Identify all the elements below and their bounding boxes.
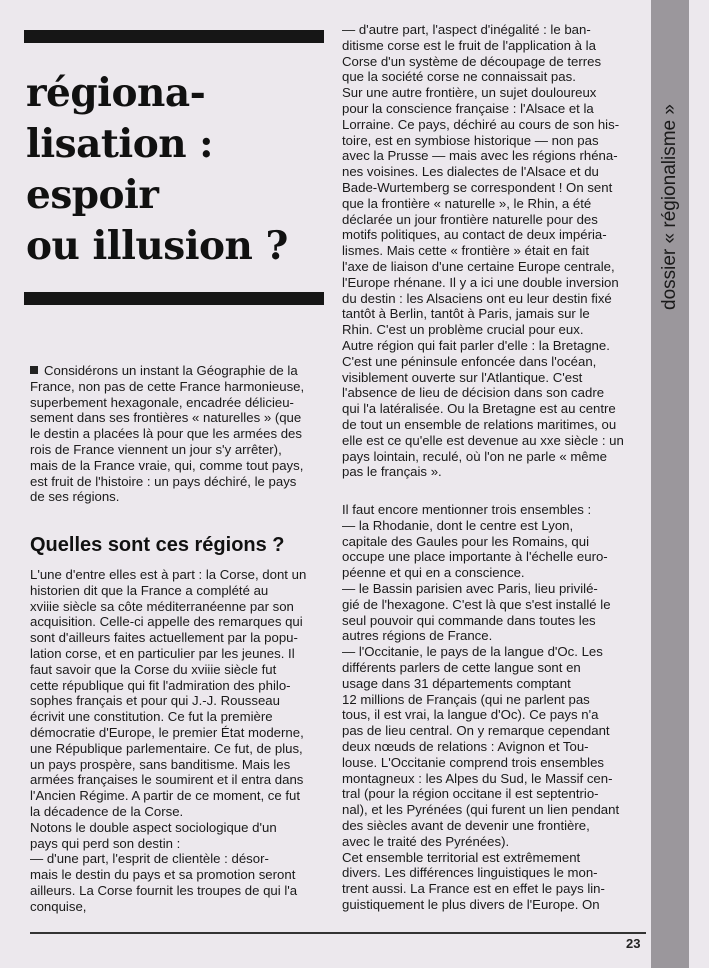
text-line [30, 363, 328, 379]
text-line: l'absence de lieu de décision dans son cadre [342, 385, 605, 401]
right-column-bottom [342, 502, 646, 913]
text-line: qui l'a latéralisée. Ou la Bretagne est au centre [342, 401, 616, 417]
text-line: déclarée un jour frontière naturelle pour des [342, 211, 598, 227]
title-top-rule [24, 30, 324, 43]
text-line: sophes français et pour qui J.-J. Rousseau [30, 693, 280, 709]
text-line: trent aussi. La France est en effet le pays lin- [342, 881, 605, 897]
text-line: le destin a placées là pour que les armées des [30, 426, 302, 442]
text-line: L'une d'entre elles est à part : la Corse, dont un [30, 567, 307, 582]
text-line: nes voisines. Les dialectes de l'Alsace et du [342, 164, 599, 180]
text-line: visiblement ouverte sur l'Atlantique. C'est [342, 369, 583, 385]
text-line: pays qui perd son destin : [30, 835, 181, 851]
text-line-content: Considérons un instant la Géographie de la [44, 363, 298, 378]
text-line: cette république qui fit l'admiration des philo- [30, 677, 291, 693]
text-line: occupe une place importante à l'échelle euro- [342, 549, 608, 565]
text-line: mais de la France vraie, qui, comme tout pays, [30, 457, 304, 473]
text-line: de tout un ensemble de relations maritimes, ou [342, 416, 617, 432]
text-line: tantôt à Berlin, tantôt à Paris, jamais sur le [342, 306, 590, 322]
text-line: tral (pour la région occitane il est septentrio- [342, 786, 599, 802]
lead-paragraph [30, 363, 328, 505]
text-line: C'est une péninsule enfoncée dans l'océan, [342, 353, 597, 369]
title-line: espoir [26, 172, 159, 218]
page-number: 23 [626, 936, 641, 951]
text-line: la décadence de la Corse. [30, 803, 184, 819]
text-line: mais le destin du pays et sa promotion seront [30, 867, 296, 883]
text-line: deux nœuds de relations : Avignon et Tou- [342, 738, 589, 754]
text-line: — d'une part, l'esprit de clientèle : désor- [30, 851, 269, 867]
text-line: que la société corse ne connaissait pas. [342, 69, 576, 85]
text-line: pas de lieu central. On y remarque cependant [342, 723, 610, 739]
text-line: guistiquement le plus divers de l'Europe. On [342, 896, 600, 912]
text-line: l'Ancien Régime. A partir de ce moment, ce fut [30, 788, 301, 804]
text-line: louse. L'Occitanie comprend trois ensembles [342, 754, 604, 770]
text-line: Notons le double aspect sociologique d'un [30, 819, 277, 835]
text-line: usage dans 31 départements comptant [342, 675, 571, 691]
text-line: divers. Les différences linguistiques le mon- [342, 865, 598, 881]
section-heading: Quelles sont ces régions ? [30, 534, 285, 556]
text-line: l'Europe rhénane. Il y a ici une double inversion [342, 274, 619, 290]
text-line: tous, il est vrai, la langue d'Oc). Ce pays n'a [342, 707, 599, 723]
text-line: un pays prospère, sans banditisme. Mais les [30, 756, 291, 772]
text-line: que la frontière « naturelle », le Rhin, a été [342, 195, 592, 211]
text-line: superbement hexagonale, encadrée délicieu- [30, 394, 294, 410]
text-line: — l'Occitanie, le pays de la langue d'Oc. Les [342, 644, 603, 660]
text-line: de ses régions. [30, 489, 120, 505]
text-line: lation corse, et en particulier par les jeunes. Il [30, 645, 295, 661]
text-line: sont d'ailleurs faites actuellement par la popu- [30, 630, 298, 646]
text-line: pour la conscience française : l'Alsace et la [342, 100, 594, 116]
right-column-top [342, 22, 646, 480]
text-line: capitale des Gaules pour les Romains, qui [342, 533, 590, 549]
left-column-body [30, 567, 328, 915]
text-line: autres régions de France. [342, 628, 493, 644]
text-line: des siècles avant de devenir une frontière, [342, 817, 590, 833]
text-line: Rhin. C'est un problème crucial pour eux. [342, 322, 584, 338]
text-line: France, non pas de cette France harmonieuse, [30, 378, 305, 394]
text-line: Il faut encore mentionner trois ensembles : [342, 502, 592, 517]
text-line: lismes. Mais cette « frontière » était en fait [342, 243, 590, 259]
text-line: pas le français ». [342, 464, 442, 480]
title-bottom-rule [24, 292, 324, 305]
text-line: gié de l'hexagone. C'est là que s'est installé le [342, 596, 611, 612]
text-line: avec le traité des Pyrénées). [342, 833, 510, 849]
text-line: péenne et qui en a conscience. [342, 565, 525, 581]
text-line: ditisme corse est le fruit de l'application à la [342, 37, 596, 53]
text-line: ailleurs. La Corse fournit les troupes de qui l'a [30, 882, 298, 898]
text-line: toire, est en symbiose historique — non pas [342, 132, 599, 148]
text-line: est fruit de l'histoire : un pays déchiré, le pays [30, 473, 297, 489]
text-line: Sur une autre frontière, un sujet douloureux [342, 85, 597, 101]
text-line: Cet ensemble territorial est extrêmement [342, 849, 581, 865]
text-line: faut savoir que la Corse du xviiie siècle fut [30, 661, 277, 677]
title-line: ou illusion ? [26, 223, 288, 269]
text-line: écrivit une constitution. Ce fut la première [30, 709, 273, 725]
text-line: démocratie d'Europe, le premier État moderne, [30, 724, 304, 740]
text-line: Autre région qui fait parler d'elle : la Bretagne. [342, 337, 610, 353]
text-line: historien dit que la France a complété au [30, 582, 269, 598]
text-line: — le Bassin parisien avec Paris, lieu privilé- [342, 580, 598, 596]
text-line: l'axe de liaison d'une certaine Europe centrale, [342, 258, 615, 274]
bullet-square-icon [30, 366, 38, 374]
text-line: différents parlers de cette langue sont en [342, 659, 581, 675]
text-line: elle est ce qu'elle est devenue au xxe siècle : un [342, 432, 624, 448]
text-line: seul pouvoir qui commande dans toutes les [342, 612, 596, 628]
text-line: Lorraine. Ce pays, déchiré au cours de son his- [342, 116, 620, 132]
article-title [26, 68, 336, 272]
text-line: motifs politiques, au contact de deux impéria- [342, 227, 607, 243]
text-line: 12 millions de Français (qui ne parlent pas [342, 691, 590, 707]
text-line: nal), et les Pyrénées (qui furent un lien pendant [342, 802, 620, 818]
text-line: une République parlementaire. Ce fut, de plus, [30, 740, 303, 756]
text-line: du destin : les Alsaciens ont eu leur destin fixé [342, 290, 612, 306]
sidebar-label: dossier « régionalisme » [659, 104, 680, 310]
title-line: régiona- [26, 70, 206, 116]
text-line: — d'autre part, l'aspect d'inégalité : le ban- [342, 22, 591, 37]
text-line: armées françaises le soumirent et il entra dans [30, 772, 304, 788]
text-line: acquisition. Celle-ci appelle des remarques qui [30, 614, 303, 630]
text-line: rois de France viennent un jour s'y arrêter), [30, 441, 282, 457]
text-line: — la Rhodanie, dont le centre est Lyon, [342, 517, 574, 533]
text-line: sement dans ses frontières « naturelles » (que [30, 410, 302, 426]
footer-rule [30, 932, 646, 934]
title-line: lisation : [26, 121, 214, 167]
text-line: Corse d'un système de découpage de terres [342, 53, 602, 69]
text-line: conquise, [30, 898, 87, 914]
text-line: xviiie siècle sa côte méditerranéenne par son [30, 598, 294, 614]
text-line: pays lointain, reculé, où l'on ne parle « même [342, 448, 607, 464]
text-line: avec la Prusse — mais avec les régions rhéna- [342, 148, 618, 164]
text-line: Bade-Wurtemberg se correspondent ! On sent [342, 179, 613, 195]
text-line: montagneux : les Alpes du Sud, le Massif cen- [342, 770, 613, 786]
